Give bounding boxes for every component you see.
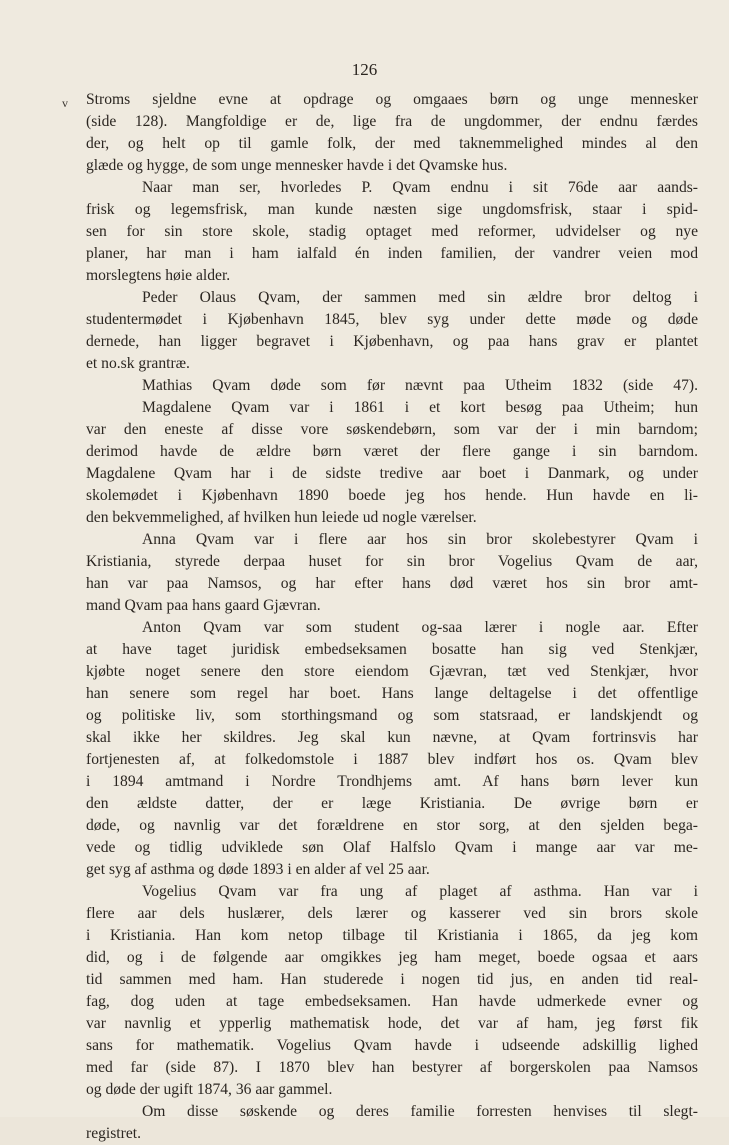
text-line: og døde der ugift 1874, 36 aar gammel. [86,1081,333,1098]
text-line: og politiske liv, som storthingsmand og som statsraad, er landskjendt og [86,707,698,724]
text-line: derimod havde de ældre børn været der flere gange i sin barndom. [86,443,698,460]
text-line: planer, har man i ham ialfald én inden familien, der vandrer veien mod [86,245,698,262]
text-line: der, og helt op til gamle folk, der med taknemmelighed mindes al den [86,135,698,152]
text-line: i 1894 amtmand i Nordre Trondhjems amt. Af hans børn lever kun [86,773,698,790]
text-line: han senere som regel har boet. Hans lange deltagelse i det offentlige [86,685,698,702]
text-line: morslegtens høie alder. [86,267,231,284]
text-line: sans for mathematik. Vogelius Qvam havde i udseende adskillig lighed [86,1037,698,1054]
text-line: glæde og hygge, de som unge mennesker havde i det Qvamske hus. [86,157,508,174]
text-line: mand Qvam paa hans gaard Gjævran. [86,597,321,614]
text-line: var den eneste af disse vore søskendebørn, som var der i min barndom; [86,421,698,438]
text-line: med far (side 87). I 1870 blev han bestyrer af borgerskolen paa Namsos [86,1059,698,1076]
text-line: did, og i de følgende aar omgikkes jeg ham meget, boede ogsaa et aars [86,949,698,966]
text-line: fortjenesten af, at folkedomstole i 1887 blev indført hos os. Qvam blev [86,751,698,768]
text-line: han var paa Namsos, og har efter hans død været hos sin bror amt- [86,575,698,592]
text-line: kjøbte noget senere den store eiendom Gjævran, tæt ved Stenkjær, hvor [86,663,698,680]
text-line: vede og tidlig udviklede søn Olaf Halfslo Qvam i mange aar var me- [86,839,698,856]
text-line: studentermødet i Kjøbenhavn 1845, blev syg under dette møde og døde [86,311,698,328]
text-line: Magdalene Qvam har i de sidste tredive aar boet i Danmark, og under [86,465,698,482]
text-line: (side 128). Mangfoldige er de, lige fra de ungdommer, der endnu færdes [86,113,698,130]
text-line: var navnlig et ypperlig mathematisk hode, det var af ham, jeg først fik [86,1015,698,1032]
text-line: Anna Qvam var i flere aar hos sin bror skolebestyrer Qvam i [142,531,698,548]
text-line: tid sammen med ham. Han studerede i nogen tid jus, en anden tid real- [86,971,698,988]
text-line: Kristiania, styrede derpaa huset for sin bror Vogelius Qvam de aar, [86,553,698,570]
text-line: Anton Qvam var som student og-saa lærer i nogle aar. Efter [142,619,698,636]
page-number: 126 [351,60,378,79]
text-line: Stroms sjeldne evne at opdrage og omgaaes børn og unge mennesker [86,91,698,108]
body-text [86,89,698,1145]
text-line: flere aar dels huslærer, dels lærer og kasserer ved sin brors skole [86,905,698,922]
text-line: et no.sk grantræ. [86,355,190,372]
text-line: fag, dog uden at tage embedseksamen. Han havde udmerkede evner og [86,993,698,1010]
text-line: Vogelius Qvam var fra ung af plaget af asthma. Han var i [142,883,698,900]
margin-mark: v [62,96,68,110]
text-line: at have taget juridisk embedseksamen bosatte han sig ved Stenkjær, [86,641,698,658]
text-line: den bekvemmelighed, af hvilken hun leiede ud nogle værelser. [86,509,477,526]
text-line: Om disse søskende og deres familie forresten henvises til slegt- [142,1103,698,1120]
text-line: døde, og navnlig var det forældrene en stor sorg, at den sjelden bega- [86,817,698,834]
text-line: i Kristiania. Han kom netop tilbage til Kristiania i 1865, da jeg kom [86,927,698,944]
text-line: Peder Olaus Qvam, der sammen med sin ældre bror deltog i [142,289,698,306]
text-line: Naar man ser, hvorledes P. Qvam endnu i sit 76de aar aands- [142,179,698,196]
text-line: get syg af asthma og døde 1893 i en alder af vel 25 aar. [86,861,430,878]
text-line: registret. [86,1125,141,1142]
text-line: frisk og legemsfrisk, man kunde næsten sige ungdomsfrisk, staar i spid- [86,201,698,218]
text-line: skolemødet i Kjøbenhavn 1890 boede jeg hos hende. Hun havde en li- [86,487,698,504]
text-line: dernede, han ligger begravet i Kjøbenhavn, og paa hans grav er plantet [86,333,698,350]
text-line: Mathias Qvam døde som før nævnt paa Utheim 1832 (side 47). [142,377,698,394]
text-line: Magdalene Qvam var i 1861 i et kort besøg paa Utheim; hun [142,399,698,416]
text-line: den ældste datter, der er læge Kristiania. De øvrige børn er [86,795,698,812]
text-line: sen for sin store skole, stadig optaget med reformer, udvidelser og nye [86,223,698,240]
text-line: skal ikke her skildres. Jeg skal kun nævne, at Qvam fortrinsvis har [86,729,698,746]
